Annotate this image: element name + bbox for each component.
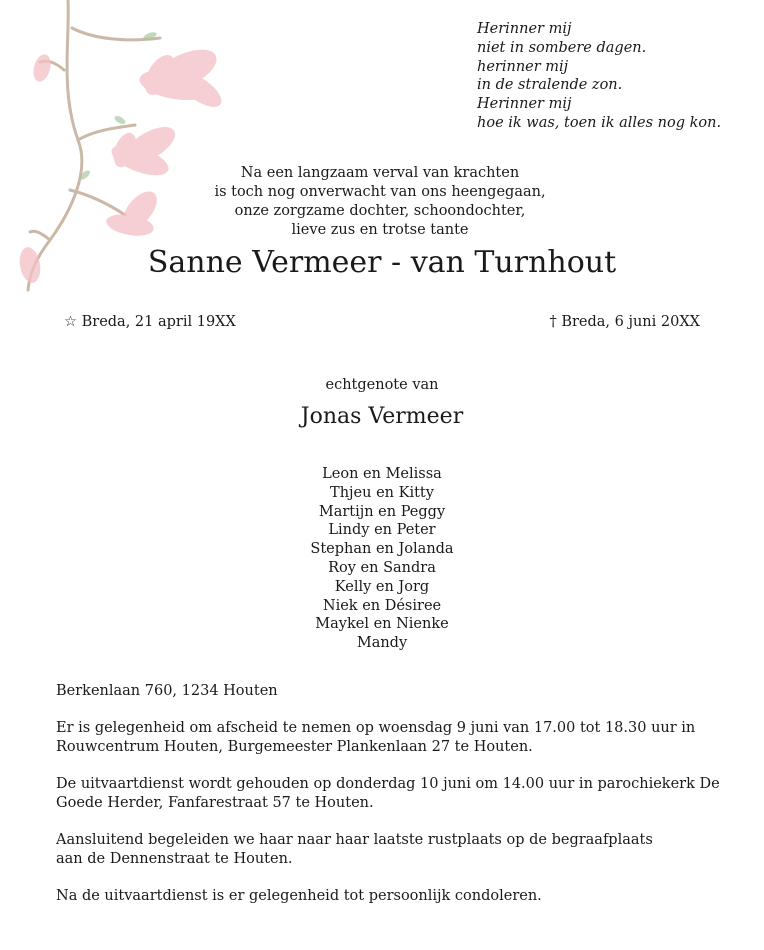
intro-line: is toch nog onverwacht van ons heengegaan, bbox=[214, 184, 546, 200]
announcement-intro bbox=[150, 164, 610, 240]
burial-paragraph bbox=[56, 831, 736, 869]
family-member: Martijn en Peggy bbox=[318, 503, 446, 520]
paragraph-line: Rouwcentrum Houten, Burgemeester Plankenlaan 27 te Houten. bbox=[56, 739, 533, 755]
funeral-service-paragraph bbox=[56, 775, 736, 813]
poem-line: niet in sombere dagen. bbox=[477, 39, 647, 56]
paragraph-line: Er is gelegenheid om afscheid te nemen op woensdag 9 juni van 17.00 tot 18.30 uur in bbox=[56, 720, 696, 736]
paragraph-line: aan de Dennenstraat te Houten. bbox=[56, 851, 293, 867]
poem-line: Herinner mij bbox=[477, 96, 572, 113]
deceased-name: Sanne Vermeer - van Turnhout bbox=[147, 245, 617, 280]
poem-line: hoe ik was, toen ik alles nog kon. bbox=[477, 114, 722, 131]
family-member: Mandy bbox=[356, 635, 408, 652]
poem-line: Herinner mij bbox=[477, 21, 572, 37]
paragraph-line: Aansluitend begeleiden we haar naar haar laatste rustplaats op de begraafplaats bbox=[56, 832, 653, 848]
paragraph-line: De uitvaartdienst wordt gehouden op donderdag 10 juni om 14.00 uur in parochiekerk De bbox=[56, 776, 720, 792]
spouse-label: echtgenote van bbox=[325, 377, 439, 393]
paragraph-line: Na de uitvaartdienst is er gelegenheid tot persoonlijk condoleren. bbox=[56, 888, 542, 904]
paragraph-line: Goede Herder, Fanfarestraat 57 te Houten. bbox=[56, 795, 374, 811]
poem bbox=[477, 20, 757, 133]
family-member: Stephan en Jolanda bbox=[310, 541, 454, 558]
family-list bbox=[0, 465, 764, 653]
intro-line: Na een langzaam verval van krachten bbox=[240, 165, 520, 181]
family-member: Maykel en Nienke bbox=[315, 616, 449, 633]
intro-line: onze zorgzame dochter, schoondochter, bbox=[234, 203, 526, 219]
intro-line: lieve zus en trotse tante bbox=[291, 222, 469, 238]
family-member: Leon en Melissa bbox=[322, 466, 442, 482]
family-member: Roy en Sandra bbox=[328, 559, 436, 576]
family-member: Kelly en Jorg bbox=[334, 578, 430, 595]
farewell-paragraph bbox=[56, 719, 736, 757]
announcement-details bbox=[56, 682, 736, 924]
birth-info: ☆ Breda, 21 april 19XX bbox=[64, 314, 236, 330]
poem-line: in de stralende zon. bbox=[477, 77, 623, 94]
family-member: Lindy en Peter bbox=[328, 522, 436, 539]
family-member: Thjeu en Kitty bbox=[330, 484, 434, 501]
condolence-paragraph bbox=[56, 887, 736, 906]
poem-line: herinner mij bbox=[477, 58, 569, 75]
death-info: † Breda, 6 juni 20XX bbox=[549, 314, 700, 330]
family-member: Niek en Désiree bbox=[322, 597, 442, 614]
address bbox=[56, 682, 736, 701]
address-line: Berkenlaan 760, 1234 Houten bbox=[56, 683, 278, 699]
spouse-name: Jonas Vermeer bbox=[300, 404, 464, 429]
